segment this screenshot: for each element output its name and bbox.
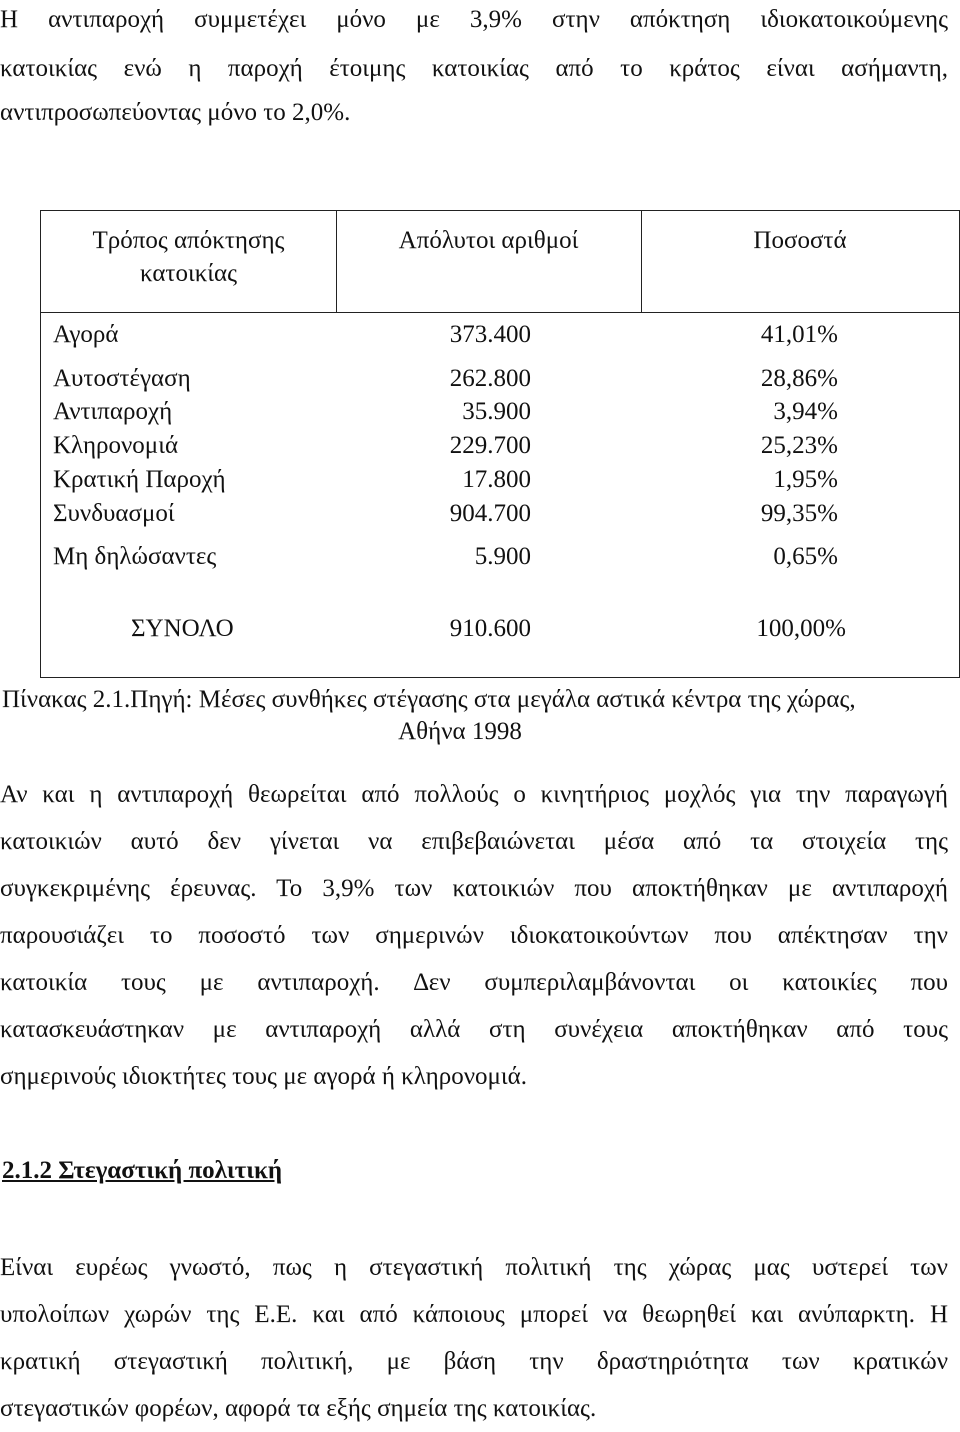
row-percent: 0,65% <box>773 543 838 570</box>
row-type: Κρατική Παροχή <box>53 466 226 493</box>
paragraph-line: υπολοίπων χωρών της Ε.Ε. και από κάποιους μπορεί να θεωρηθεί και ανύπαρκτη. Η <box>0 1301 948 1328</box>
paragraph-line: κατασκευάστηκαν με αντιπαροχή αλλά στη συνέχεια αποκτήθηκαν από τους <box>0 1016 948 1043</box>
header-type-cell <box>41 224 336 290</box>
row-percent: 1,95% <box>773 466 838 493</box>
row-type: Μη δηλώσαντες <box>53 543 217 570</box>
total-absolute: 910.600 <box>449 615 531 642</box>
paragraph-line: Είναι ευρέως γνωστό, πως η στεγαστική πολιτική της χώρας μας υστερεί των <box>0 1254 948 1281</box>
total-percent: 100,00% <box>756 615 846 642</box>
header-percent-cell: Ποσοστά <box>753 227 847 254</box>
row-type: Κληρονομιά <box>53 432 179 459</box>
intro-paragraph <box>0 0 948 128</box>
section-heading: 2.1.2 Στεγαστική πολιτική <box>2 1157 283 1184</box>
row-absolute: 262.800 <box>449 365 531 392</box>
total-type: ΣΥΝΟΛΟ <box>131 615 234 642</box>
body-paragraph <box>0 1244 948 1432</box>
intro-line: κατοικίας ενώ η παροχή έτοιμης κατοικίας από το κράτος είναι ασήμαντη, <box>0 55 948 82</box>
row-absolute: 5.900 <box>474 543 531 570</box>
row-absolute: 229.700 <box>449 432 531 459</box>
row-percent: 3,94% <box>773 398 838 425</box>
row-absolute: 17.800 <box>462 466 531 493</box>
paragraph-line: σημερινούς ιδιοκτήτες τους με αγορά ή κληρονομιά. <box>0 1063 527 1090</box>
row-absolute: 373.400 <box>449 321 531 348</box>
intro-line: Η αντιπαροχή συμμετέχει μόνο με 3,9% στην απόκτηση ιδιοκατοικούμενης <box>0 6 948 33</box>
paragraph-line: στεγαστικών φορέων, αφορά τα εξής σημεία της κατοικίας. <box>0 1395 597 1422</box>
paragraph-line: Αν και η αντιπαροχή θεωρείται από πολλούς ο κινητήριος μοχλός για την παραγωγή <box>0 781 948 808</box>
row-absolute: 35.900 <box>462 398 531 425</box>
header-absolute-cell: Απόλυτοι αριθμοί <box>398 227 579 254</box>
header-type-line2: κατοικίας <box>139 260 238 287</box>
row-type: Συνδυασμοί <box>53 500 175 527</box>
row-percent: 28,86% <box>760 365 838 392</box>
row-absolute: 904.700 <box>449 500 531 527</box>
body-paragraph <box>0 771 948 1100</box>
paragraph-line: κατοικία τους με αντιπαροχή. ∆εν συμπεριλαμβάνονται οι κατοικίες που <box>0 969 948 996</box>
table-caption <box>0 684 960 748</box>
paragraph-line: παρουσιάζει το ποσοστό των σημερινών ιδιοκατοικούντων που απέκτησαν την <box>0 922 948 949</box>
table-header-divider <box>41 312 959 313</box>
row-type: Αγορά <box>53 321 119 348</box>
row-percent: 25,23% <box>760 432 838 459</box>
row-percent: 41,01% <box>760 321 838 348</box>
caption-line: Αθήνα 1998 <box>398 718 522 745</box>
row-percent: 99,35% <box>760 500 838 527</box>
paragraph-line: συγκεκριμένης έρευνας. Το 3,9% των κατοικιών που αποκτήθηκαν με αντιπαροχή <box>0 875 948 902</box>
row-type: Αντιπαροχή <box>53 398 173 425</box>
caption-line: Πίνακας 2.1.Πηγή: Μέσες συνθήκες στέγασης στα μεγάλα αστικά κέντρα της χώρας, <box>2 686 856 713</box>
row-type: Αυτοστέγαση <box>53 365 191 392</box>
header-type-line1: Τρόπος απόκτησης <box>92 227 285 254</box>
housing-acquisition-table <box>40 210 960 678</box>
paragraph-line: κρατική στεγαστική πολιτική, με βάση την δραστηριότητα των κρατικών <box>0 1348 948 1375</box>
intro-line: αντιπροσωπεύοντας μόνο το 2,0%. <box>0 99 351 126</box>
paragraph-line: κατοικιών αυτό δεν γίνεται να επιβεβαιώνεται μέσα από τα στοιχεία της <box>0 828 948 855</box>
